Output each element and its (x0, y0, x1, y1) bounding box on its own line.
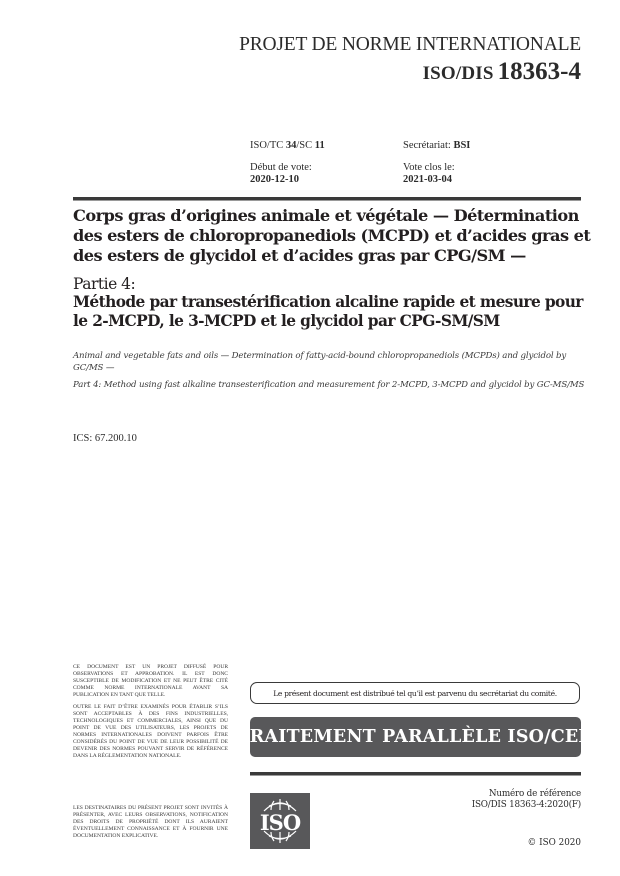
document-number-prefix: ISO/DIS (422, 63, 494, 84)
french-part-title: Méthode par transestérification alcaline rapide et mesure pour le 2-MCPD, le 3-MCPD et le glycidol par CPG-SM/SM (73, 293, 583, 330)
vote-start (250, 162, 312, 186)
parallel-processing-banner: TRAITEMENT PARALLÈLE ISO/CEN (250, 717, 581, 757)
reference-label: Numéro de référence (488, 789, 581, 799)
distribution-notice: Le présent document est distribué tel qu’il est parvenu du secrétariat du comité. (250, 682, 580, 704)
bottom-divider (250, 772, 581, 776)
committee-prefix: ISO/TC (250, 140, 286, 151)
copyright: © ISO 2020 (527, 838, 581, 848)
vote-end-label: Vote clos le: (403, 162, 455, 173)
iso-globe-icon (250, 793, 310, 849)
secretariat (403, 140, 470, 152)
document-number (300, 58, 581, 86)
document-number-value: 18363-4 (497, 58, 581, 85)
tc-number: 34 (285, 140, 297, 151)
vote-start-date: 2020-12-10 (250, 174, 299, 185)
sc-prefix: /SC (296, 140, 315, 151)
french-main-title: Corps gras d’origines animale et végétale — Détermination des esters de chloropropanediols (MCPD) et d’acides gras et des esters de glycidol et d’acides gras par CPG/SM — (73, 206, 591, 265)
vote-start-label: Début de vote: (250, 162, 312, 173)
sc-number: 11 (314, 140, 325, 151)
part-label: Partie 4: (73, 275, 136, 293)
disclaimer-paragraph-3: LES DESTINATAIRES DU PRÉSENT PROJET SONT INVITÉS À PRÉSENTER, AVEC LEURS OBSERVATIONS, NOTIFICATION DES DROITS DE PROPRIÉTÉ DONT ILS AURAIENT ÉVENTUELLEMENT CONNAISSANCE ET À FOURNIR UNE DOCUMENTATION EXPLICATIVE. (73, 805, 228, 840)
disclaimer-paragraph-2: OUTRE LE FAIT D’ÊTRE EXAMINÉS POUR ÉTABLIR S’ILS SONT ACCEPTABLES À DES FINS INDUSTRIELLES, TECHNOLOGIQUES ET COMMERCIALES, AINSI QUE DU POINT DE VUE DES UTILISATEURS, LES PROJETS DE NORMES INTERNATIONALES DOIVENT PARFOIS ÊTRE CONSIDÉRÉS DU POINT DE VUE DE LEUR POSSIBILITÉ DE DEVENIR DES NORMES POUVANT SERVIR DE RÉFÉRENCE DANS LA RÉGLEMENTATION NATIONALE. (73, 704, 228, 760)
disclaimer-paragraph-1: CE DOCUMENT EST UN PROJET DIFFUSÉ POUR OBSERVATIONS ET APPROBATION. IL EST DONC SUSCEPTIBLE DE MODIFICATION ET NE PEUT ÊTRE CITÉ COMME NORME INTERNATIONALE AVANT SA PUBLICATION EN TANT QUE TELLE. (73, 664, 228, 699)
top-divider (73, 197, 581, 201)
svg-text:ISO: ISO (259, 810, 301, 835)
document-type: PROJET DE NORME INTERNATIONALE (239, 34, 581, 55)
ics-code: ICS: 67.200.10 (73, 433, 137, 444)
vote-end (403, 162, 455, 186)
secretariat-value: BSI (453, 140, 471, 151)
vote-end-date: 2021-03-04 (403, 174, 452, 185)
reference-number: ISO/DIS 18363-4:2020(F) (471, 800, 581, 810)
english-main-title: Animal and vegetable fats and oils — Determination of fatty-acid-bound chloropropanediols (MCPDs) and glycidol by GC/MS — (73, 351, 567, 373)
secretariat-label: Secrétariat: (403, 140, 454, 151)
committee-reference (250, 140, 325, 152)
reference-block (380, 789, 581, 811)
english-part-title: Part 4: Method using fast alkaline transesterification and measurement for 2-MCPD, 3-MCPD and glycidol by GC-MS/MS (73, 380, 585, 390)
iso-logo (250, 793, 310, 849)
